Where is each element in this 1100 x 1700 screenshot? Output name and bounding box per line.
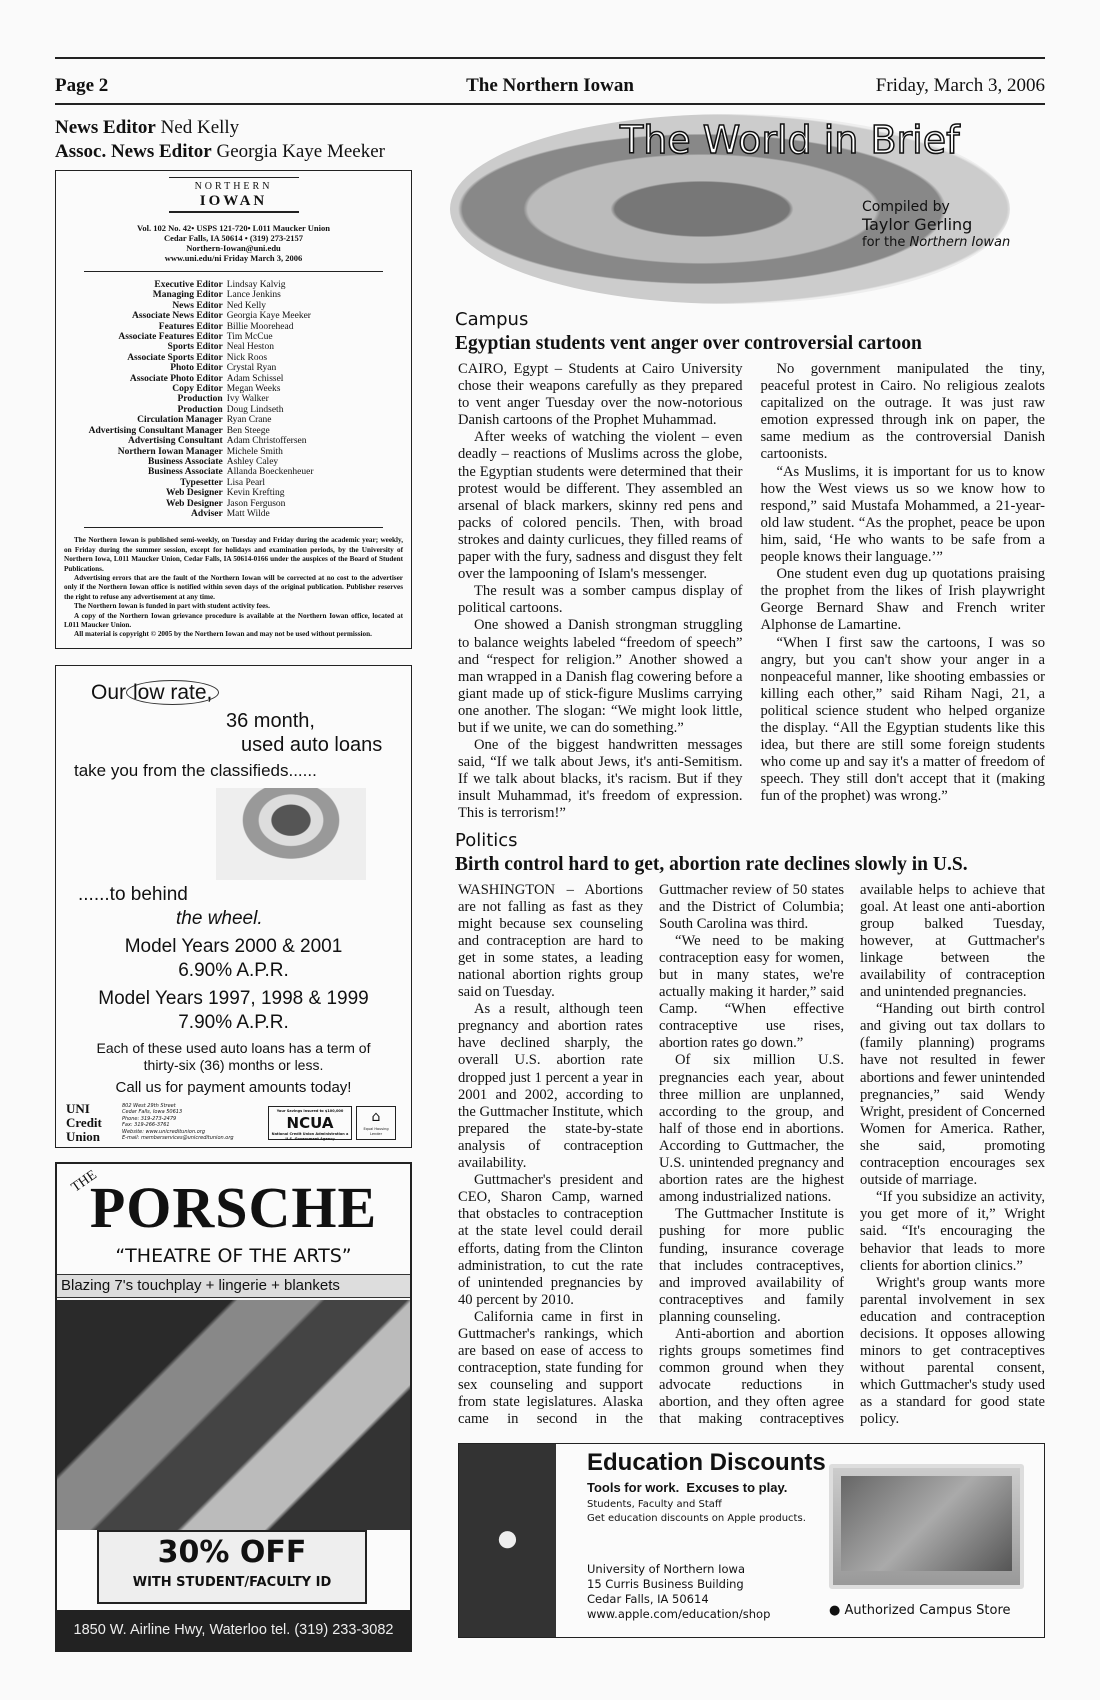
staff-role: Associate News Editor [131, 311, 223, 322]
staff-role: Associate Features Editor [118, 332, 223, 343]
outlet-line [862, 234, 1010, 252]
staff-role: Associate Sports Editor [127, 352, 223, 363]
paper-name: The Northern Iowan [466, 75, 634, 96]
divider [84, 527, 383, 528]
header-bottom-rule [55, 103, 1045, 105]
logo-rule [169, 177, 299, 178]
porsche-theatre-ad[interactable] [55, 1162, 412, 1652]
staff-row [64, 436, 403, 446]
article-paragraph: “When I first saw the cartoons, I was so angry, but you can't show your anger in a nonpeaceful manner, like shooting embassies or killing each other,” said Riham Nagi, 21, a political science student who helped organize the display. “All the Egyptian students like this idea, but there are still some foreign students who come up and say it's a matter of freedom of speech. They still don't accept that it (making fun of the prophet) was wrong.” [760, 634, 1045, 805]
article-paragraph: “If you subsidize an activity, you get more of it,” Wright said. “It's encouraging the behavior that leads to more clients for abortion clinics.” [860, 1189, 1045, 1274]
staff-role: News Editor [172, 300, 223, 311]
staff-name: Lance Jenkins [226, 290, 281, 301]
staff-role: Advertising Consultant Manager [88, 425, 223, 436]
article-body [450, 882, 1045, 1429]
article-headline: Birth control hard to get, abortion rate declines slowly in U.S. [455, 853, 968, 875]
staff-name: Ryan Crane [226, 415, 272, 426]
staff-row [64, 467, 403, 477]
outlet: Northern Iowan [909, 235, 1011, 250]
uni-credit-union-logo [66, 1102, 102, 1144]
staff-name: Adam Christoffersen [226, 436, 307, 447]
editor-role: News Editor [55, 117, 156, 138]
staff-row [64, 311, 403, 321]
staff-row [64, 363, 403, 373]
staff-name: Ben Steege [226, 425, 270, 436]
fine-print-paragraph: A copy of the Northern Iowan grievance procedure is available at the Northern Iowan office, located at L011 Maucker Union. [64, 611, 403, 629]
assoc-news-editor-credit [55, 140, 412, 164]
right-column [450, 112, 1045, 1638]
author: Taylor Gerling [862, 215, 973, 234]
logo-text: Union [66, 1128, 100, 1144]
fine-print-paragraph: All material is copyright © 2005 by the Northern Iowan and may not be used without permission. [74, 630, 372, 639]
ncua-badge [268, 1106, 352, 1140]
house-icon: ⌂ [371, 1108, 381, 1125]
ad-the: THE [68, 1167, 100, 1196]
ad-tagline: Tools for work. Excuses to play. [587, 1479, 788, 1495]
discount-subtext: WITH STUDENT/FACULTY ID [132, 1574, 332, 1590]
apple-logo-panel [459, 1444, 556, 1637]
staff-name: Ned Kelly [226, 300, 267, 311]
staff-row [64, 499, 403, 509]
address-line: Website: www.unicreditunion.org [122, 1128, 206, 1135]
call-text: Call us for payment amounts today! [115, 1078, 352, 1096]
staff-name: Doug Lindseth [226, 404, 284, 415]
loan-term-text: Each of these used auto loans has a term of thirty-six (36) months or less. [96, 1039, 371, 1073]
compiled-by: Compiled by [862, 199, 950, 215]
address-line: Cedar Falls, IA 50614 [587, 1591, 709, 1606]
store-text: Authorized Campus Store [844, 1602, 1011, 1618]
staff-row [64, 426, 403, 436]
staff-role: Northern Iowan Manager [117, 446, 223, 457]
news-editor-credit [55, 116, 412, 140]
address-line: Cedar Falls, Iowa 50613 [122, 1109, 183, 1116]
left-column [55, 116, 412, 1652]
staff-role: Managing Editor [152, 290, 223, 301]
staff-row [64, 405, 403, 415]
article-paragraph: California came in first in Guttmacher's rankings, which are based on ease of access to contraception, state funding for sex counseling and support from state legislatures. Alaska came in second in the Guttmacher review of 50 states and the District of Columbia; South Carolina was third. [458, 881, 844, 1428]
article-paragraph: “As Muslims, it is important for us to know how the West views us so we know how to respond,” said Mustafa Mohammed, a 21-year-old law student. “As the prophet, peace be upon him, said, ‘He who wants to be safe from a people knows their language.’” [760, 463, 1045, 566]
staff-name: Georgia Kaye Meeker [226, 311, 311, 322]
staff-role: Web Designer [165, 498, 223, 509]
rate2-label: Model Years 1997, 1998 & 1999 [98, 987, 369, 1009]
staff-name: Tim McCue [226, 332, 273, 343]
staff-role: Copy Editor [172, 384, 223, 395]
laptop-image [829, 1464, 1024, 1589]
staff-name: Matt Wilde [226, 508, 270, 519]
article-paragraph: Guttmacher's president and CEO, Sharon Camp, warned that obstacles to contraception at the state level could derail efforts, dating from the Clinton administration, to cut the rate of unintended pregnancies by 40 percent by 2010. [458, 1172, 643, 1308]
staff-row [64, 509, 403, 519]
staff-list [64, 280, 403, 519]
article-paragraph: No government manipulated the tiny, peaceful protest in Cairo. No religious zealots capitalized on the outrage. It was just raw emotion expressed through ink on paper, the same medium as the controversial Danish cartoonists. [760, 361, 1045, 463]
issue-date: Friday, March 3, 2006 [875, 75, 1045, 96]
staff-name: Nick Roos [226, 352, 268, 363]
equal-housing-lender-icon [356, 1106, 396, 1140]
staff-row [64, 394, 403, 404]
staff-role: Web Designer [165, 488, 223, 499]
section-politics: Politics [455, 829, 518, 851]
ad-line-classifieds: take you from the classifieds...... [74, 760, 317, 780]
address-line: 802 West 29th Street [122, 1102, 176, 1109]
staff-role: Production [177, 394, 223, 405]
store-address [587, 1562, 770, 1622]
article-paragraph: As a result, although teen pregnancy and abortion rates have declined sharply, the overall U.S. abortion rate dropped just 1 percent a year in 2001 and 2002, according to the Guttmacher Institute, which prepared the state-by-state analysis of contraception availability. [458, 1001, 643, 1172]
article-paragraph: The Guttmacher Institute is pushing for more public funding, insurance coverage that includes contraceptives, and improved availability of contraceptives and family planning counseling. [659, 1206, 844, 1325]
staff-role: Executive Editor [154, 280, 223, 290]
world-in-brief-title: The World in Brief [620, 118, 960, 162]
credit-union-address [122, 1103, 234, 1142]
staff-role: Typesetter [180, 477, 223, 488]
staff-name: Adam Schissel [226, 373, 284, 384]
ad-text: Our [91, 680, 127, 704]
apple-logo-icon: ● [495, 1514, 520, 1560]
discount-banner [97, 1530, 367, 1604]
rate2-value: 7.90% A.P.R. [178, 1011, 289, 1033]
logo-text: Credit [66, 1114, 102, 1130]
brief-credit [862, 198, 1010, 252]
divider [84, 271, 383, 272]
staff-name: Megan Weeks [226, 384, 281, 395]
masthead-box [55, 170, 412, 649]
staff-name: Jason Ferguson [226, 498, 286, 509]
ad-address: 1850 W. Airline Hwy, Waterloo tel. (319) 233-3082 [57, 1610, 410, 1650]
staff-row [64, 280, 403, 290]
article-paragraph: Wright's group wants more parental involvement in sex education and contraception decisions. It opposes allowing minors to get contraceptives without parental consent, which Guttmacher's study used as a standard for good state policy. [860, 1274, 1045, 1428]
section-campus: Campus [455, 309, 529, 330]
logo-rule [169, 211, 299, 213]
fine-print-paragraph: The Northern Iowan is funded in part with student activity fees. [74, 602, 270, 611]
staff-name: Lindsay Kalvig [226, 280, 286, 290]
credit-union-ad[interactable] [55, 665, 412, 1148]
staff-name: Kevin Krefting [226, 488, 285, 499]
rate1-value: 6.90% A.P.R. [178, 959, 289, 981]
editor-name: Georgia Kaye Meeker [216, 141, 385, 162]
address-line: University of Northern Iowa [587, 1561, 745, 1576]
staff-name: Allanda Boeckenheuer [226, 467, 314, 478]
article-paragraph: “We need to be making contraception easy for women, but in many states, we're actually making it harder,” said Camp. “When effective contraceptive use rises, abortion rates go down.” [659, 932, 844, 1052]
fine-print-paragraph: The Northern Iowan is published semi-weekly, on Tuesday and Friday during the academic year; weekly, on Friday during the summer session, except for holidays and examination periods, by the University of Northern Iowa, L011 Maucker Union, Cedar Falls, IA 50614-0166 under the auspices of the Board of Student Publications. [64, 536, 403, 573]
ad-line-term: 36 month, [226, 709, 315, 732]
article-paragraph: After weeks of watching the violent – even deadly – reactions of Muslims across the globe, the Egyptian students were determined that their protest would be different. They assembled an arsenal of black markers, skinny red pens and packs of colored pencils. Then, with broad strokes and dainty curlicues, they filled reams of paper with the fury, sadness and disgust they felt over the lampooning of Islam's messenger. [458, 429, 743, 583]
apple-icon: ● [829, 1602, 841, 1618]
staff-row [64, 374, 403, 384]
fine-print-paragraph: Advertising errors that are the fault of the Northern Iowan will be corrected at no cost to the advertiser only if the Northern Iowan office is notified within seven days of the original publication. Publisher reserves the right to refuse any advertisement at any time. [64, 573, 403, 601]
ad-photo-collage [57, 1300, 410, 1530]
staff-role: Production [177, 404, 223, 415]
address-line: Fax: 319-266-3761 [122, 1122, 170, 1129]
ad-subtitle: “THEATRE OF THE ARTS” [115, 1244, 352, 1267]
staff-row [64, 322, 403, 332]
fine-print [64, 536, 403, 639]
world-in-brief-banner [450, 112, 1045, 302]
address-line: E-mail: memberservices@unicreditunion.org [122, 1135, 234, 1142]
staff-row [64, 353, 403, 363]
staff-name: Ashley Caley [226, 456, 279, 467]
staff-row [64, 301, 403, 311]
ad-offer: Get education discounts on Apple products. [587, 1512, 806, 1524]
article-paragraph: One of the biggest handwritten messages said, “If we talk about Jews, it's anti-Semitism. If we talk about blacks, it's racism. But if they insult Muhammad, it's freedom of expression. This is terrorism!” [458, 737, 743, 822]
staff-role: Features Editor [158, 321, 223, 332]
discount-text: 30% OFF [157, 1534, 307, 1570]
staff-name: Ivy Walker [226, 394, 269, 405]
article-paragraph: Anti-abortion and abortion rights groups sometimes find common ground when they advocate reductions in abortion, and they often agree that making contraceptives available helps to achieve that goal. At least one anti-abortion group balked Tuesday, however, at Guttmacher's linkage between the availability of contraception and unintended pregnancies. [659, 881, 1045, 1428]
info-line: Northern-Iowan@uni.edu [186, 243, 281, 253]
ad-title: Education Discounts [587, 1448, 826, 1476]
ad-line-our [91, 682, 219, 704]
staff-role: Circulation Manager [137, 415, 223, 426]
article-paragraph: Of six million U.S. pregnancies each year, about three million are unplanned, according to the group, and half of those end in abortions. According to Guttmacher, the U.S. unintended pregnancy and abortion rates are the highest among industrialized nations. [659, 1052, 844, 1206]
staff-row [64, 415, 403, 425]
page-number: Page 2 [55, 75, 109, 96]
article-paragraph: The result was a somber campus display of political cartoons. [458, 583, 743, 617]
masthead-logo [64, 177, 403, 213]
editor-name: Ned Kelly [160, 117, 240, 138]
ad-line-loans: used auto loans [241, 733, 383, 756]
article-paragraph: WASHINGTON – Abortions are not falling as fast as they might because sex counseling and contraception are hard to get in some states, a leading national abortion rights group said on Tuesday. [458, 881, 643, 1001]
article-body [450, 361, 1045, 823]
address-line: 15 Curris Business Building [587, 1576, 744, 1591]
article-paragraph: One showed a Danish strongman struggling to balance weights labeled “freedom of speech” and “respect for religion.” Another showed a man wrapped in a Danish flag cowering before a giant made up of stick-figure Muslims carrying one another. The slogan: “We might look little, but if we unite, we can do something.” [458, 617, 743, 736]
ad-line-wheel: the wheel. [176, 907, 263, 929]
lender-text: Equal Housing Lender [363, 1126, 389, 1136]
info-line: Vol. 102 No. 42• USPS 121-720• L011 Maucker Union [137, 223, 330, 233]
staff-role: Sports Editor [167, 342, 223, 353]
ncua-bottom-text: National Credit Union Administration a U.S. Government Agency [271, 1131, 349, 1141]
ad-text-circled: low rate, [126, 680, 219, 705]
woman-phone-photo [216, 788, 366, 880]
ad-audience: Students, Faculty and Staff [587, 1498, 722, 1510]
article-headline: Egyptian students vent anger over controversial cartoon [455, 333, 922, 354]
staff-row [64, 478, 403, 488]
info-line: www.uni.edu/ni Friday March 3, 2006 [164, 253, 303, 263]
article-paragraph: One student even dug up quotations praising the prophet from the likes of Irish playwright George Bernard Shaw and French writer Alphonse de Lamartine. [760, 566, 1045, 634]
staff-row [64, 447, 403, 457]
staff-row [64, 457, 403, 467]
logo-iowan: IOWAN [199, 193, 268, 209]
ad-line-behind: ......to behind [78, 883, 188, 905]
staff-name: Neal Heston [226, 342, 274, 353]
apple-education-ad[interactable] [458, 1443, 1045, 1638]
address-line: www.apple.com/education/shop [587, 1606, 771, 1621]
staff-row [64, 342, 403, 352]
staff-row [64, 290, 403, 300]
staff-role: Associate Photo Editor [129, 373, 223, 384]
info-line: Cedar Falls, IA 50614 • (319) 273-2157 [163, 233, 304, 243]
staff-row [64, 332, 403, 342]
ad-tagline: Blazing 7's touchplay + lingerie + blankets [57, 1274, 410, 1298]
staff-role: Adviser [191, 508, 223, 519]
staff-row [64, 384, 403, 394]
staff-row [64, 488, 403, 498]
staff-name: Billie Moorehead [226, 321, 294, 332]
staff-name: Lisa Pearl [226, 477, 265, 488]
logo-text: UNI [66, 1100, 90, 1116]
staff-name: Michele Smith [226, 446, 283, 457]
staff-role: Business Associate [148, 467, 223, 478]
article-paragraph: CAIRO, Egypt – Students at Cairo University chose their weapons carefully as they prepared to vent anger Tuesday over the now-notorious Danish cartoons of the Prophet Muhammad. [458, 361, 743, 429]
staff-role: Business Associate [148, 456, 223, 467]
outlet-prefix: for the [862, 235, 910, 250]
staff-name: Crystal Ryan [226, 363, 277, 374]
editor-role: Assoc. News Editor [55, 141, 212, 162]
ncua-top-text: Your Savings Insured to $100,000 [276, 1108, 344, 1113]
ad-porsche-title: PORSCHE [89, 1174, 378, 1240]
authorized-store [829, 1602, 1011, 1620]
address-line: Phone: 319-273-2479 [122, 1115, 177, 1122]
article-paragraph: “Handing out birth control and giving out tax dollars to (family planning) programs have not resulted in fewer abortions and fewer unintended pregnancies,” said Wendy Wright, president of Concerned Women for America. Rather, she said, promoting contraception encourages sex outside of marriage. [860, 1001, 1045, 1189]
staff-role: Advertising Consultant [127, 436, 223, 447]
header-top-rule [55, 57, 1045, 59]
staff-role: Photo Editor [170, 363, 223, 374]
rate1-label: Model Years 2000 & 2001 [124, 935, 343, 957]
logo-northern: NORTHERN [194, 181, 273, 192]
ncua-text: NCUA [286, 1113, 334, 1132]
laptop-screen [841, 1476, 1012, 1571]
masthead-info [64, 223, 403, 263]
